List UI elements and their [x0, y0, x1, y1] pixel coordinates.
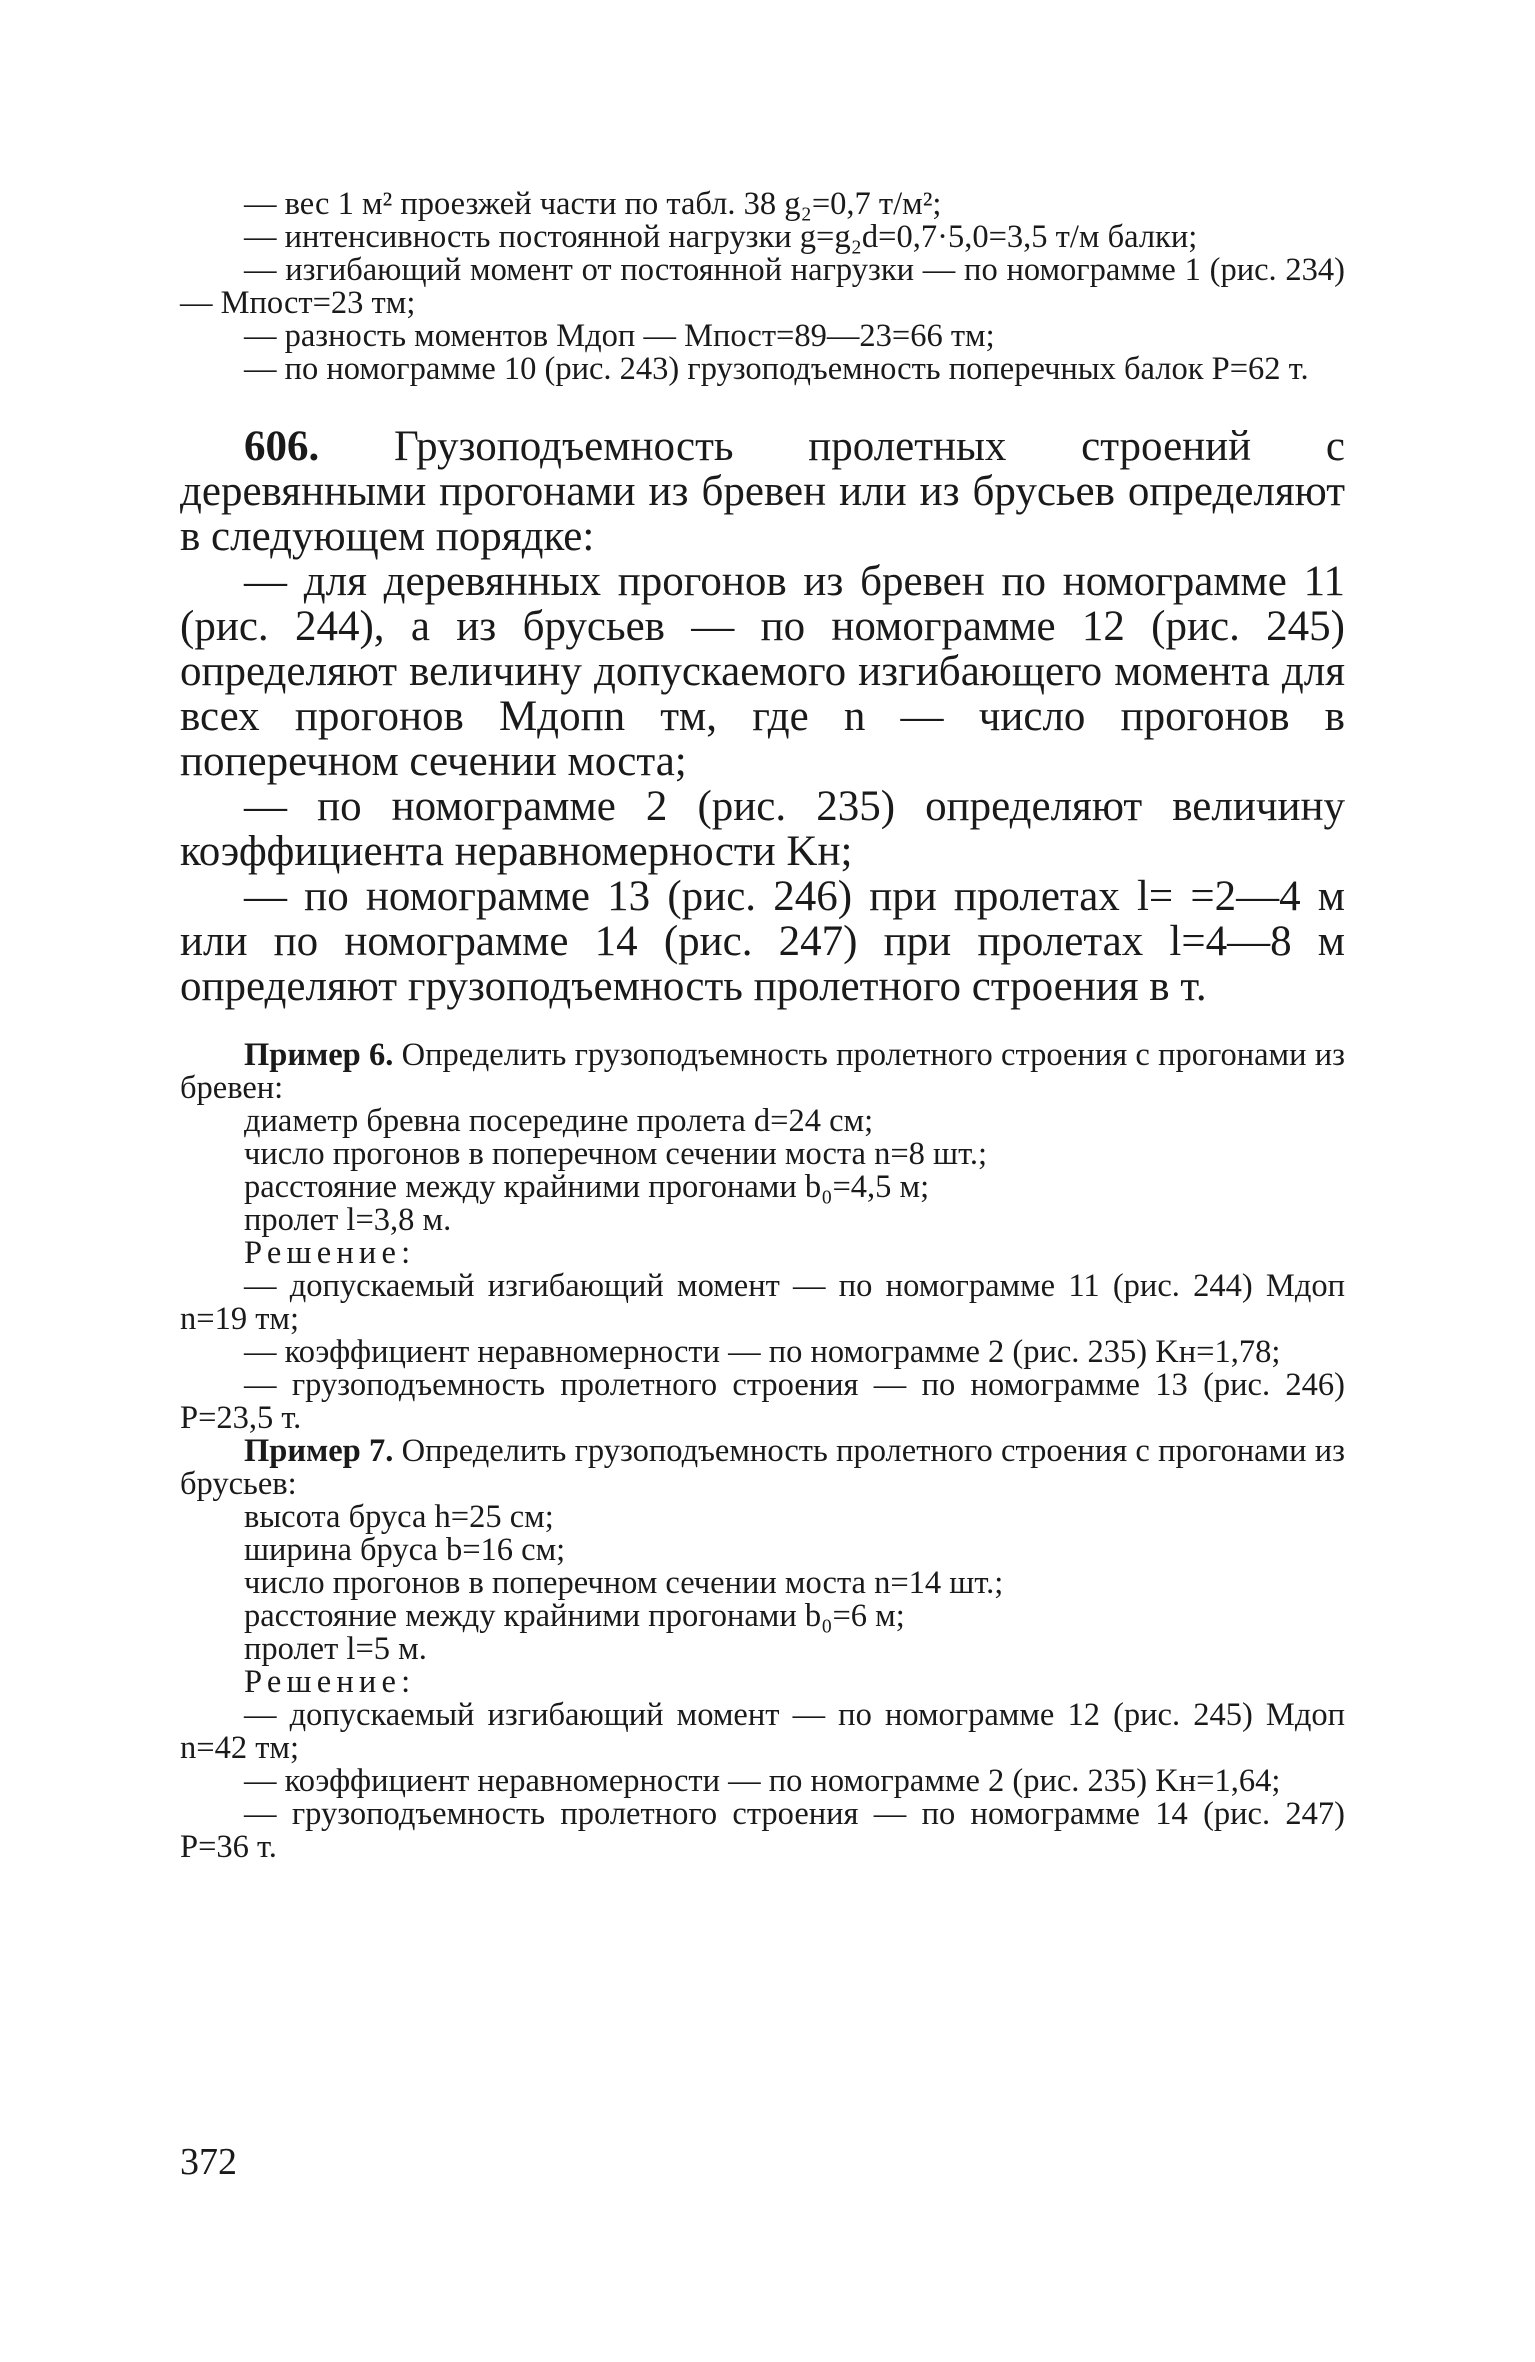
example-7-text: Определить грузоподъемность пролетного строения с прогонами из брусьев:: [180, 1433, 1346, 1502]
example-7-given-3: число прогонов в поперечном сечении моста n=14 шт.;: [244, 1565, 1004, 1601]
example-6-given-3: расстояние между крайними прогонами b₀=4,5 м;: [244, 1169, 930, 1205]
example-6-given-4: пролет l=3,8 м.: [244, 1202, 452, 1238]
intro-line-1: — вес 1 м² проезжей части по табл. 38 g₂=0,7 т/м²;: [244, 186, 942, 222]
intro-line-2: — интенсивность постоянной нагрузки g=g₂d=0,7·5,0=3,5 т/м балки;: [244, 219, 1198, 255]
section-item-1: — для деревянных прогонов из бревен по номограмме 11 (рис. 244), а из брусьев — по номограмме 12 (рис. 245) определяют величину допускаемого изгибающего момента для всех прогонов Mдопn тм, где n — число прогонов в поперечном сечении моста;: [180, 558, 1345, 785]
example-7-intro: [180, 1435, 1345, 1501]
example-6-intro: [180, 1039, 1345, 1105]
example-7-heading: Пример 7.: [244, 1433, 394, 1469]
example-7-given-5: пролет l=5 м.: [244, 1631, 427, 1667]
section-number: 606.: [244, 423, 320, 470]
example-6-heading: Пример 6.: [244, 1037, 394, 1073]
page-number: 372: [180, 2141, 237, 2183]
example-7-solution-label: Решение:: [244, 1664, 416, 1700]
example-7-step-2: — коэффициент неравномерности — по номограмме 2 (рис. 235) Kн=1,64;: [244, 1763, 1281, 1799]
example-6-step-2: — коэффициент неравномерности — по номограмме 2 (рис. 235) Kн=1,78;: [244, 1334, 1281, 1370]
intro-line-4: — разность моментов Mдоп — Mпост=89—23=66 тм;: [244, 318, 995, 354]
example-7-given-4: расстояние между крайними прогонами b₀=6 м;: [244, 1598, 905, 1634]
example-7-step-1: — допускаемый изгибающий момент — по номограмме 12 (рис. 245) Mдоп n=42 тм;: [180, 1697, 1345, 1766]
example-7-given-2: ширина бруса b=16 см;: [244, 1532, 566, 1568]
example-6-solution-label: Решение:: [244, 1235, 416, 1271]
example-7-given-1: высота бруса h=25 см;: [244, 1499, 554, 1535]
example-6-text: Определить грузоподъемность пролетного строения с прогонами из бревен:: [180, 1037, 1346, 1106]
intro-line-5: — по номограмме 10 (рис. 243) грузоподъемность поперечных балок P=62 т.: [244, 351, 1309, 387]
example-7-step-3: — грузоподъемность пролетного строения — по номограмме 14 (рис. 247) P=36 т.: [180, 1796, 1345, 1865]
intro-line-3: — изгибающий момент от постоянной нагрузки — по номограмме 1 (рис. 234) — Mпост=23 тм;: [180, 252, 1345, 321]
section-lead-text: Грузоподъемность пролетных строений с деревянными прогонами из бревен или из брусьев определяют в следующем порядке:: [180, 423, 1345, 560]
example-6-given-1: диаметр бревна посередине пролета d=24 см;: [244, 1103, 874, 1139]
section-item-3: — по номограмме 13 (рис. 246) при пролетах l= =2—4 м или по номограмме 14 (рис. 247) при пролетах l=4—8 м определяют грузоподъемность пролетного строения в т.: [180, 873, 1345, 1010]
section-606-lead: [180, 424, 1345, 559]
section-item-2: — по номограмме 2 (рис. 235) определяют величину коэффициента неравномерности Kн;: [180, 783, 1345, 875]
example-6-step-1: — допускаемый изгибающий момент — по номограмме 11 (рис. 244) Mдоп n=19 тм;: [180, 1268, 1345, 1337]
page-body: [180, 188, 1345, 1864]
example-6-given-2: число прогонов в поперечном сечении моста n=8 шт.;: [244, 1136, 987, 1172]
example-6-step-3: — грузоподъемность пролетного строения — по номограмме 13 (рис. 246) P=23,5 т.: [180, 1367, 1345, 1436]
